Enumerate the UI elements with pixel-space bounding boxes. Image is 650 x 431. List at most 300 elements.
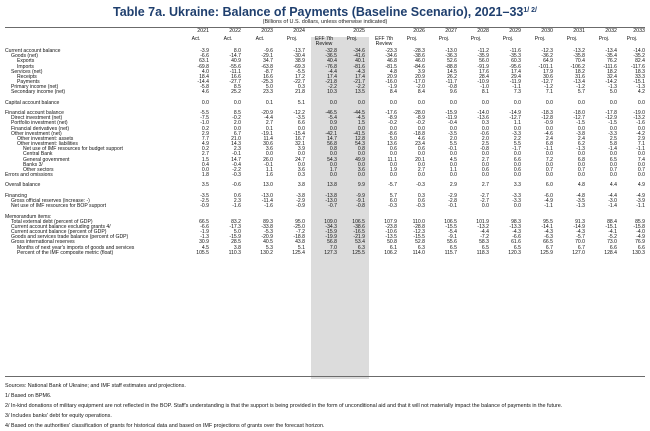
table-cell: -4.2 bbox=[636, 130, 645, 137]
table-cell: -1.5 bbox=[576, 120, 585, 127]
table-cell: 0.9 bbox=[329, 120, 337, 127]
table-cell: 0.0 bbox=[417, 161, 425, 168]
status-header: Act. bbox=[255, 36, 265, 42]
table-cell: -1.9 bbox=[200, 229, 209, 236]
table-cell: 1.1 bbox=[265, 166, 273, 173]
status-header: Proj. bbox=[406, 36, 418, 42]
year-header: 2024 bbox=[293, 28, 305, 34]
row-label: Total external debt (percent of GDP) bbox=[11, 218, 93, 225]
table-cell: -76.8 bbox=[325, 63, 337, 70]
row-label: Memorandum items: bbox=[5, 213, 52, 220]
table-cell: 7.3 bbox=[513, 89, 521, 96]
status-header: Proj. bbox=[470, 36, 482, 42]
table-cell: 4.8 bbox=[577, 182, 585, 189]
table-cell: 0.0 bbox=[481, 125, 489, 132]
table-cell: 0.0 bbox=[513, 125, 521, 132]
table-cell: -2.9 bbox=[448, 192, 457, 199]
table-cell: -4.4 bbox=[480, 229, 489, 236]
table-cell: -0.7 bbox=[328, 203, 337, 210]
table-cell: -18.8 bbox=[413, 130, 425, 137]
table-cell: -0.2 bbox=[388, 120, 397, 127]
table-cell: 0.0 bbox=[609, 151, 617, 158]
table-cell: 20.9 bbox=[415, 73, 425, 80]
year-header: 2032 bbox=[605, 28, 617, 34]
row-label: Goods and services trade balance (percent of GDP) bbox=[11, 234, 129, 241]
table-cell: 1.1 bbox=[513, 120, 521, 127]
year-header: 2021 bbox=[197, 28, 209, 34]
status-header: Proj. bbox=[502, 36, 514, 42]
table-cell: -21.8 bbox=[325, 79, 337, 86]
status-header: Proj. bbox=[438, 36, 450, 42]
table-cell: -0.9 bbox=[200, 203, 209, 210]
table-cell: 95.0 bbox=[295, 218, 305, 225]
table-cell: 50.8 bbox=[387, 239, 397, 246]
table-cell: 17.9 bbox=[543, 68, 553, 75]
table-cell: -7.2 bbox=[296, 229, 305, 236]
table-cell: 76.2 bbox=[607, 58, 617, 65]
row-label: Gross international reserves bbox=[11, 239, 75, 246]
table-cell: -33.8 bbox=[261, 223, 273, 230]
table-cell: 56.8 bbox=[327, 141, 337, 148]
table-cell: 32.4 bbox=[607, 73, 617, 80]
footnote: 1/ Based on BPM6. bbox=[5, 393, 52, 399]
table-cell: 4.2 bbox=[637, 89, 645, 96]
table-cell: -19.0 bbox=[633, 110, 645, 117]
table-cell: 52.6 bbox=[447, 58, 457, 65]
table-cell: -23.3 bbox=[385, 48, 397, 54]
table-cell: -36.2 bbox=[541, 53, 553, 60]
table-cell: 0.0 bbox=[577, 99, 585, 106]
table-cell: 1.8 bbox=[201, 172, 209, 179]
table-cell: -13.0 bbox=[445, 48, 457, 54]
row-label: Current account balance (percent of GDP) bbox=[11, 229, 107, 236]
table-cell: 7.1 bbox=[637, 141, 645, 148]
table-cell: 8.5 bbox=[233, 110, 241, 117]
table-cell: -3.8 bbox=[576, 130, 585, 137]
row-label: Banks 3/ bbox=[23, 161, 43, 168]
row-label: Other investment: assets bbox=[17, 135, 74, 142]
table-cell: 16.6 bbox=[263, 73, 273, 80]
table-cell: 0.0 bbox=[609, 125, 617, 132]
table-cell: 106.2 bbox=[384, 249, 397, 256]
table-cell: -5.7 bbox=[388, 182, 397, 189]
table-cell: -0.1 bbox=[448, 203, 457, 210]
table-cell: -19.9 bbox=[325, 234, 337, 241]
table-cell: -4.9 bbox=[636, 234, 645, 241]
table-cell: -34.6 bbox=[385, 53, 397, 60]
table-cell: 0.2 bbox=[201, 125, 209, 132]
table-cell: 8.5 bbox=[233, 84, 241, 91]
table-cell: -11.9 bbox=[445, 115, 457, 122]
table-cell: 0.0 bbox=[417, 172, 425, 179]
table-cell: 0.0 bbox=[637, 161, 645, 168]
table-cell: -16.5 bbox=[353, 229, 365, 236]
table-cell: -10.9 bbox=[477, 79, 489, 86]
table-cell: 6.6 bbox=[609, 244, 617, 251]
table-cell: -13.0 bbox=[325, 197, 337, 204]
table-cell: 106.5 bbox=[352, 218, 365, 225]
row-label: Financing bbox=[5, 192, 28, 199]
table-cell: 21.8 bbox=[295, 89, 305, 96]
table-cell: 28.4 bbox=[479, 73, 489, 80]
table-cell: -4.3 bbox=[512, 229, 521, 236]
table-cell: 0.3 bbox=[417, 192, 425, 199]
table-cell: -11.1 bbox=[229, 68, 241, 75]
table-cell: 8.1 bbox=[481, 89, 489, 96]
table-cell: -28.0 bbox=[413, 110, 425, 117]
table-cell: 0.0 bbox=[389, 99, 397, 106]
table-cell: -4.8 bbox=[576, 192, 585, 199]
table-cell: 0.0 bbox=[329, 99, 337, 106]
table-cell: 31.6 bbox=[575, 73, 585, 80]
table-cell: 0.0 bbox=[609, 161, 617, 168]
table-cell: 0.0 bbox=[449, 172, 457, 179]
table-cell: 83.2 bbox=[231, 218, 241, 225]
table-cell: -2.2 bbox=[232, 166, 241, 173]
table-cell: 6.8 bbox=[577, 156, 585, 163]
table-cell: -18.3 bbox=[541, 110, 553, 117]
row-label: Overall balance bbox=[5, 182, 41, 189]
table-cell: 64.9 bbox=[543, 58, 553, 65]
table-cell: -0.6 bbox=[232, 182, 241, 189]
table-cell: 101.9 bbox=[476, 218, 489, 225]
table-cell: 105.5 bbox=[196, 249, 209, 256]
table-cell: 0.0 bbox=[297, 125, 305, 132]
table-cell: 0.0 bbox=[233, 99, 241, 106]
table-cell: -3.5 bbox=[296, 115, 305, 122]
table-cell: 106.5 bbox=[444, 218, 457, 225]
table-cell: -11.7 bbox=[445, 79, 457, 86]
footnote: 3/ Includes banks' debt for equity operations. bbox=[5, 413, 112, 419]
table-cell: 14.5 bbox=[447, 68, 457, 75]
table-cell: -14.4 bbox=[197, 79, 209, 86]
status-header: Act. bbox=[191, 36, 201, 42]
table-cell: -4.3 bbox=[576, 229, 585, 236]
table-cell: -2.2 bbox=[328, 84, 337, 91]
table-cell: 0.0 bbox=[481, 99, 489, 106]
table-cell: 1.5 bbox=[357, 120, 365, 127]
table-cell: 9.9 bbox=[357, 182, 365, 189]
table-cell: 43.8 bbox=[295, 239, 305, 246]
row-label: Percent of the IMF composite metric (float) bbox=[17, 249, 114, 256]
row-label: Direct investment (net) bbox=[11, 115, 63, 122]
table-cell: -12.3 bbox=[413, 229, 425, 236]
table-cell: 8.4 bbox=[417, 89, 425, 96]
table-cell: 0.0 bbox=[577, 125, 585, 132]
table-cell: 26.2 bbox=[447, 73, 457, 80]
table-cell: -69.8 bbox=[197, 63, 209, 70]
table-cell: -0.9 bbox=[296, 203, 305, 210]
table-cell: 5.8 bbox=[609, 141, 617, 148]
table-cell: 2.0 bbox=[449, 135, 457, 142]
table-cell: 109.0 bbox=[324, 218, 337, 225]
table-cell: 0.0 bbox=[357, 99, 365, 106]
table-cell: 0.0 bbox=[449, 161, 457, 168]
table-cell: -41.6 bbox=[353, 53, 365, 60]
table-cell: 0.0 bbox=[417, 99, 425, 106]
table-cell: 4.0 bbox=[201, 68, 209, 75]
table-cell: -0.8 bbox=[356, 203, 365, 210]
table-cell: -0.3 bbox=[232, 172, 241, 179]
table-cell: 1.7 bbox=[329, 166, 337, 173]
table-cell: -4.3 bbox=[544, 229, 553, 236]
table-cell: 0.0 bbox=[201, 99, 209, 106]
table-title bbox=[0, 0, 650, 18]
table-cell: -5.4 bbox=[328, 115, 337, 122]
table-cell: 6.2 bbox=[577, 141, 585, 148]
table-cell: 6.5 bbox=[481, 244, 489, 251]
table-cell: 6.0 bbox=[389, 197, 397, 204]
table-cell: -1.3 bbox=[200, 234, 209, 241]
table-cell: 0.0 bbox=[481, 151, 489, 158]
table-cell: -11.4 bbox=[261, 197, 273, 204]
table-cell: 53.4 bbox=[355, 239, 365, 246]
table-cell: 4.9 bbox=[201, 141, 209, 148]
table-cell: -34.6 bbox=[353, 48, 365, 54]
table-cell: -13.8 bbox=[325, 192, 337, 199]
table-cell: 3.8 bbox=[297, 182, 305, 189]
table-cell: 54.3 bbox=[355, 141, 365, 148]
table-cell: -12.2 bbox=[293, 110, 305, 117]
table-cell: -13.4 bbox=[605, 48, 617, 54]
table-cell: -17.6 bbox=[385, 110, 397, 117]
year-header: 2033 bbox=[633, 28, 645, 34]
table-cell: 13.8 bbox=[327, 182, 337, 189]
table-cell: -14.9 bbox=[573, 223, 585, 230]
table-cell: -0.8 bbox=[480, 146, 489, 153]
table-cell: -1.3 bbox=[576, 203, 585, 210]
table-cell: 0.8 bbox=[357, 146, 365, 153]
table-cell: -2.2 bbox=[356, 84, 365, 91]
table-cell: -3.0 bbox=[608, 197, 617, 204]
table-cell: 25.2 bbox=[231, 89, 241, 96]
table-cell: -28.8 bbox=[413, 223, 425, 230]
table-cell: 0.0 bbox=[357, 151, 365, 158]
table-cell: 73.0 bbox=[607, 239, 617, 246]
table-subtitle: (Billions of U.S. dollars, unless otherwise indicated) bbox=[262, 19, 388, 25]
table-cell: -5.5 bbox=[200, 110, 209, 117]
table-cell: 6.7 bbox=[545, 244, 553, 251]
table-cell: 0.0 bbox=[481, 203, 489, 210]
table-cell: 128.4 bbox=[604, 249, 617, 256]
year-header: 2026 bbox=[413, 28, 425, 34]
table-cell: 6.3 bbox=[417, 244, 425, 251]
table-cell: 6.1 bbox=[389, 244, 397, 251]
table-cell: 98.3 bbox=[511, 218, 521, 225]
table-cell: -14.0 bbox=[633, 48, 645, 54]
table-cell: 30.9 bbox=[199, 239, 209, 246]
table-cell: -1.7 bbox=[512, 146, 521, 153]
table-cell: -15.9 bbox=[229, 234, 241, 241]
table-cell: 120.3 bbox=[508, 249, 521, 256]
table-cell: -5.3 bbox=[264, 229, 273, 236]
table-cell: 0.0 bbox=[329, 172, 337, 179]
table-cell: -46.5 bbox=[325, 110, 337, 117]
table-cell: 0.0 bbox=[357, 161, 365, 168]
table-cell: -81.5 bbox=[385, 63, 397, 70]
table-cell: 5.1 bbox=[297, 99, 305, 106]
table-cell: 0.0 bbox=[577, 161, 585, 168]
table-cell: 0.8 bbox=[329, 146, 337, 153]
table-cell: 18.2 bbox=[575, 68, 585, 75]
table-cell: 0.0 bbox=[357, 125, 365, 132]
table-cell: -2.0 bbox=[416, 84, 425, 91]
table-cell: -1.2 bbox=[544, 84, 553, 91]
table-cell: -8.6 bbox=[388, 130, 397, 137]
table-cell: 18.2 bbox=[607, 68, 617, 75]
table-cell: 5.5 bbox=[513, 141, 521, 148]
table-cell: -13.7 bbox=[293, 48, 305, 54]
row-label: Net use of IMF resources for BOP support bbox=[11, 203, 107, 210]
table-cell: -9.9 bbox=[356, 192, 365, 199]
table-cell: 0.0 bbox=[637, 172, 645, 179]
table-cell: 29.4 bbox=[511, 73, 521, 80]
table-cell: 17.4 bbox=[327, 73, 337, 80]
table-cell: -5.2 bbox=[608, 234, 617, 241]
table-cell: -25.0 bbox=[293, 223, 305, 230]
table-cell: 114.0 bbox=[412, 249, 425, 256]
status-header: Proj. bbox=[286, 36, 298, 42]
table-cell: -4.4 bbox=[328, 68, 337, 75]
table-cell: -14.0 bbox=[477, 110, 489, 117]
table-cell: 21.0 bbox=[231, 135, 241, 142]
table-cell: 30.6 bbox=[543, 73, 553, 80]
table-cell: 4.5 bbox=[201, 244, 209, 251]
table-cell: 14.7 bbox=[231, 156, 241, 163]
table-cell: -111.6 bbox=[603, 63, 617, 70]
table-cell: 6.5 bbox=[609, 156, 617, 163]
table-cell: 0.0 bbox=[233, 125, 241, 132]
table-cell: 6.7 bbox=[233, 130, 241, 137]
table-cell: 2.5 bbox=[481, 141, 489, 148]
table-cell: 0.0 bbox=[481, 161, 489, 168]
table-cell: 38.9 bbox=[295, 58, 305, 65]
table-cell: -5.8 bbox=[200, 84, 209, 91]
table-row bbox=[5, 90, 645, 95]
table-cell: -17.8 bbox=[605, 110, 617, 117]
table-cell: -11.9 bbox=[509, 79, 521, 86]
row-label: Financial account balance bbox=[5, 110, 64, 117]
table-cell: 0.0 bbox=[513, 151, 521, 158]
table-cell: -7.2 bbox=[480, 234, 489, 241]
table-cell: -27.7 bbox=[229, 79, 241, 86]
table-cell: 3.5 bbox=[201, 182, 209, 189]
table-cell: 5.0 bbox=[389, 135, 397, 142]
table-cell: -36.5 bbox=[325, 53, 337, 60]
table-cell: -1.4 bbox=[608, 203, 617, 210]
row-label: Goods (net) bbox=[11, 53, 38, 60]
table-cell: -13.2 bbox=[633, 115, 645, 122]
table-cell: 3.6 bbox=[297, 166, 305, 173]
table-cell: 110.0 bbox=[412, 218, 425, 225]
year-header: 2031 bbox=[573, 28, 585, 34]
table-cell: 0.7 bbox=[545, 166, 553, 173]
table-cell: 0.0 bbox=[417, 125, 425, 132]
table-cell: -3.8 bbox=[296, 192, 305, 199]
table-cell: -1.1 bbox=[636, 146, 645, 153]
table-cell: 14.3 bbox=[231, 141, 241, 148]
table-cell: 0.0 bbox=[449, 125, 457, 132]
table-cell: 8.4 bbox=[389, 89, 397, 96]
table-cell: -12.3 bbox=[541, 48, 553, 54]
row-label: Primary income (net) bbox=[11, 84, 59, 91]
table-cell: -14.1 bbox=[541, 223, 553, 230]
table-cell: 2.7 bbox=[417, 166, 425, 173]
table-row bbox=[5, 101, 645, 106]
table-cell: 6.5 bbox=[449, 244, 457, 251]
table-cell: 34.7 bbox=[263, 58, 273, 65]
table-row bbox=[5, 251, 645, 256]
table-cell: -17.3 bbox=[229, 223, 241, 230]
table-cell: 125.5 bbox=[352, 249, 365, 256]
table-cell: 0.4 bbox=[201, 161, 209, 168]
year-header: 2030 bbox=[541, 28, 553, 34]
table-cell: 127.3 bbox=[324, 249, 337, 256]
table-cell: -0.3 bbox=[416, 182, 425, 189]
table-cell: 0.6 bbox=[417, 197, 425, 204]
table-cell: 7.7 bbox=[201, 135, 209, 142]
table-cell: 7.2 bbox=[545, 156, 553, 163]
table-cell: -1.1 bbox=[512, 84, 521, 91]
table-cell: 6.6 bbox=[513, 156, 521, 163]
table-cell: 0.0 bbox=[545, 161, 553, 168]
table-cell: -2.8 bbox=[448, 197, 457, 204]
table-cell: -9.6 bbox=[264, 48, 273, 54]
table-cell: -6.0 bbox=[544, 192, 553, 199]
table-cell: -0.3 bbox=[388, 203, 397, 210]
table-cell: 0.7 bbox=[577, 166, 585, 173]
table-cell: 0.0 bbox=[481, 172, 489, 179]
table-cell: -1.6 bbox=[232, 203, 241, 210]
table-cell: 0.6 bbox=[389, 146, 397, 153]
table-cell: -88.8 bbox=[445, 63, 457, 70]
table-cell: -8.9 bbox=[416, 115, 425, 122]
table-cell: 0.0 bbox=[609, 99, 617, 106]
table-cell: 0.0 bbox=[577, 172, 585, 179]
table-cell: -38.6 bbox=[353, 223, 365, 230]
table-cell: -15.5 bbox=[413, 234, 425, 241]
table-cell: 0.0 bbox=[513, 99, 521, 106]
table-cell: -5.5 bbox=[296, 68, 305, 75]
table-cell: 115.7 bbox=[444, 249, 457, 256]
table-cell: -15.5 bbox=[445, 223, 457, 230]
table-cell: -14.7 bbox=[229, 53, 241, 60]
table-cell: -1.1 bbox=[544, 146, 553, 153]
table-cell: -22.7 bbox=[293, 79, 305, 86]
row-label: Other sectors bbox=[23, 166, 54, 173]
table-cell: 49.9 bbox=[355, 156, 365, 163]
table-cell: 0.0 bbox=[329, 161, 337, 168]
table-cell: 66.5 bbox=[543, 239, 553, 246]
footnote: 4/ Based on the authorities' classification of grants for historical data and based on IMF projections of grants over the forecast horizon. bbox=[5, 423, 325, 429]
table-cell: -4.4 bbox=[264, 115, 273, 122]
status-header: EFF 7th Review bbox=[314, 36, 334, 47]
table-cell: -44.5 bbox=[353, 110, 365, 117]
table-cell: 58.3 bbox=[479, 239, 489, 246]
table-cell: -3.3 bbox=[512, 130, 521, 137]
table-cell: -3.5 bbox=[448, 130, 457, 137]
table-cell: 0.0 bbox=[357, 172, 365, 179]
table-cell: 1.6 bbox=[265, 172, 273, 179]
row-label: Portfolio investment (net) bbox=[11, 120, 68, 127]
table-cell: -3.9 bbox=[200, 48, 209, 54]
table-cell: 2.2 bbox=[513, 135, 521, 142]
table-cell: 0.0 bbox=[545, 125, 553, 132]
table-cell: 2.7 bbox=[265, 120, 273, 127]
table-cell: 0.0 bbox=[389, 125, 397, 132]
table-cell: -4.9 bbox=[544, 197, 553, 204]
table-cell: 0.6 bbox=[417, 146, 425, 153]
